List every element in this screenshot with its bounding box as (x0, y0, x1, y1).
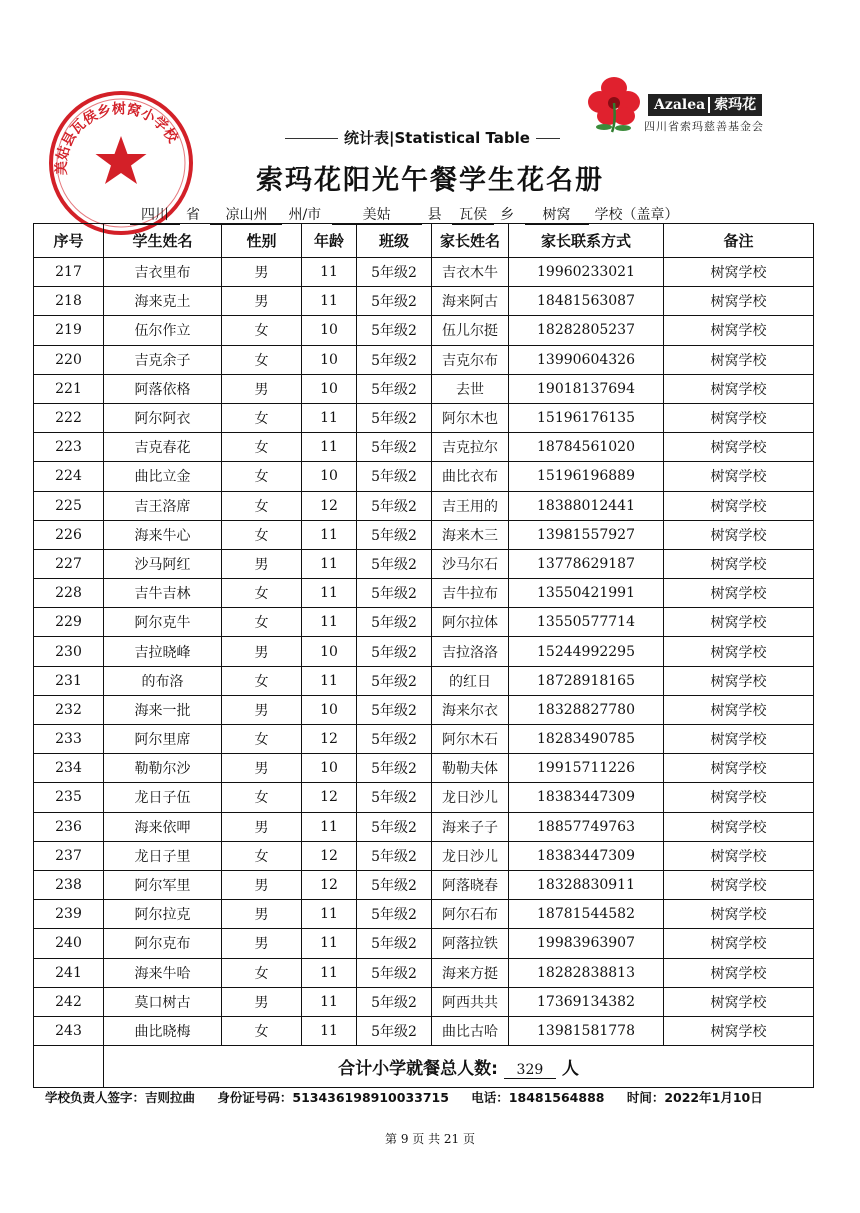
cell-age: 11 (302, 929, 357, 958)
total-row (34, 1046, 814, 1088)
cell-parent-name: 的红日 (432, 666, 509, 695)
cell-remark: 树窝学校 (664, 987, 814, 1016)
cell-class: 5年级2 (357, 900, 432, 929)
cell-index: 239 (34, 900, 104, 929)
cell-class: 5年级2 (357, 783, 432, 812)
cell-parent-phone: 19915711226 (509, 754, 664, 783)
cell-gender: 男 (222, 987, 302, 1016)
sign-date: 时间：2022年1月10日 (626, 1090, 763, 1105)
table-row (34, 841, 814, 870)
cell-gender: 女 (222, 520, 302, 549)
student-roster-table (33, 223, 814, 1088)
cell-parent-phone: 19983963907 (509, 929, 664, 958)
cell-index: 218 (34, 287, 104, 316)
cell-student-name: 莫口树古 (104, 987, 222, 1016)
cell-age: 11 (302, 1016, 357, 1045)
cell-student-name: 海来克土 (104, 287, 222, 316)
cell-remark: 树窝学校 (664, 695, 814, 724)
svg-text:美姑县瓦侯乡树窝小学校: 美姑县瓦侯乡树窝小学校 (53, 101, 181, 176)
cell-parent-phone: 18481563087 (509, 287, 664, 316)
cell-parent-name: 阿尔木也 (432, 403, 509, 432)
cell-student-name: 海来依呷 (104, 812, 222, 841)
cell-student-name: 吉克余子 (104, 345, 222, 374)
cell-parent-phone: 18383447309 (509, 783, 664, 812)
cell-parent-name: 阿西共共 (432, 987, 509, 1016)
table-row (34, 258, 814, 287)
cell-index: 241 (34, 958, 104, 987)
cell-gender: 女 (222, 666, 302, 695)
cell-student-name: 阿尔军里 (104, 870, 222, 899)
table-row (34, 754, 814, 783)
cell-parent-phone: 15244992295 (509, 637, 664, 666)
table-row (34, 1016, 814, 1045)
cell-gender: 女 (222, 783, 302, 812)
cell-index: 227 (34, 549, 104, 578)
cell-remark: 树窝学校 (664, 666, 814, 695)
cell-student-name: 曲比晓梅 (104, 1016, 222, 1045)
col-header-age: 年龄 (302, 224, 357, 258)
cell-gender: 女 (222, 491, 302, 520)
cell-index: 230 (34, 637, 104, 666)
cell-remark: 树窝学校 (664, 754, 814, 783)
cell-class: 5年级2 (357, 958, 432, 987)
cell-age: 11 (302, 666, 357, 695)
cell-age: 11 (302, 549, 357, 578)
cell-parent-name: 龙日沙儿 (432, 783, 509, 812)
cell-parent-phone: 18388012441 (509, 491, 664, 520)
cell-remark: 树窝学校 (664, 725, 814, 754)
cell-remark: 树窝学校 (664, 812, 814, 841)
cell-gender: 女 (222, 608, 302, 637)
cell-student-name: 吉衣里布 (104, 258, 222, 287)
cell-parent-phone: 18328830911 (509, 870, 664, 899)
cell-gender: 女 (222, 403, 302, 432)
col-header-index: 序号 (34, 224, 104, 258)
table-row (34, 608, 814, 637)
total-cell (104, 1046, 814, 1088)
cell-class: 5年级2 (357, 695, 432, 724)
table-row (34, 491, 814, 520)
col-header-student-name: 学生姓名 (104, 224, 222, 258)
cell-remark: 树窝学校 (664, 637, 814, 666)
statistical-table-label: 统计表|Statistical Table (338, 127, 536, 148)
cell-index: 236 (34, 812, 104, 841)
cell-remark: 树窝学校 (664, 870, 814, 899)
signature-footer (45, 1088, 781, 1106)
table-header-row (34, 224, 814, 258)
cell-class: 5年级2 (357, 345, 432, 374)
cell-index: 232 (34, 695, 104, 724)
cell-student-name: 的布洛 (104, 666, 222, 695)
cell-gender: 男 (222, 287, 302, 316)
table-row (34, 433, 814, 462)
cell-student-name: 吉王洛席 (104, 491, 222, 520)
cell-gender: 男 (222, 754, 302, 783)
province-value: 四川 (130, 204, 180, 225)
col-header-parent-phone: 家长联系方式 (509, 224, 664, 258)
cell-index: 223 (34, 433, 104, 462)
table-row (34, 929, 814, 958)
cell-remark: 树窝学校 (664, 958, 814, 987)
cell-parent-name: 吉牛拉布 (432, 579, 509, 608)
school-label: 学校（盖章） (594, 207, 679, 223)
cell-age: 12 (302, 783, 357, 812)
cell-index: 237 (34, 841, 104, 870)
cell-gender: 女 (222, 433, 302, 462)
cell-parent-phone: 18283490785 (509, 725, 664, 754)
cell-class: 5年级2 (357, 520, 432, 549)
table-row (34, 287, 814, 316)
cell-class: 5年级2 (357, 725, 432, 754)
cell-parent-phone: 13550421991 (509, 579, 664, 608)
table-row (34, 870, 814, 899)
cell-class: 5年级2 (357, 812, 432, 841)
cell-age: 10 (302, 345, 357, 374)
cell-parent-name: 海来阿古 (432, 287, 509, 316)
cell-age: 11 (302, 812, 357, 841)
cell-student-name: 伍尔作立 (104, 316, 222, 345)
cell-remark: 树窝学校 (664, 258, 814, 287)
cell-remark: 树窝学校 (664, 345, 814, 374)
cell-parent-phone: 18784561020 (509, 433, 664, 462)
cell-age: 12 (302, 870, 357, 899)
cell-parent-name: 吉克尔布 (432, 345, 509, 374)
cell-parent-phone: 18282838813 (509, 958, 664, 987)
cell-index: 235 (34, 783, 104, 812)
cell-class: 5年级2 (357, 316, 432, 345)
cell-remark: 树窝学校 (664, 374, 814, 403)
cell-student-name: 阿尔阿衣 (104, 403, 222, 432)
cell-gender: 男 (222, 695, 302, 724)
cell-class: 5年级2 (357, 374, 432, 403)
cell-age: 10 (302, 374, 357, 403)
cell-index: 228 (34, 579, 104, 608)
cell-remark: 树窝学校 (664, 783, 814, 812)
cell-parent-phone: 13981557927 (509, 520, 664, 549)
cell-student-name: 阿尔克布 (104, 929, 222, 958)
cell-class: 5年级2 (357, 608, 432, 637)
cell-age: 12 (302, 725, 357, 754)
cell-remark: 树窝学校 (664, 433, 814, 462)
cell-parent-name: 海来木三 (432, 520, 509, 549)
cell-parent-name: 龙日沙儿 (432, 841, 509, 870)
cell-remark: 树窝学校 (664, 841, 814, 870)
table-body (34, 258, 814, 1046)
cell-parent-name: 曲比古哈 (432, 1016, 509, 1045)
cell-class: 5年级2 (357, 987, 432, 1016)
cell-parent-name: 吉拉洛洛 (432, 637, 509, 666)
prefecture-value: 凉山州 (210, 204, 282, 225)
cell-student-name: 吉拉晓峰 (104, 637, 222, 666)
cell-gender: 男 (222, 258, 302, 287)
cell-remark: 树窝学校 (664, 579, 814, 608)
cell-gender: 女 (222, 958, 302, 987)
cell-index: 226 (34, 520, 104, 549)
cell-parent-phone: 18728918165 (509, 666, 664, 695)
table-row (34, 666, 814, 695)
cell-parent-phone: 13778629187 (509, 549, 664, 578)
cell-index: 217 (34, 258, 104, 287)
cell-student-name: 阿尔克牛 (104, 608, 222, 637)
province-label: 省 (186, 207, 200, 223)
township-value: 瓦侯 (452, 204, 494, 225)
address-line (130, 204, 685, 225)
cell-remark: 树窝学校 (664, 1016, 814, 1045)
cell-student-name: 海来牛心 (104, 520, 222, 549)
total-unit: 人 (561, 1059, 579, 1080)
cell-parent-name: 去世 (432, 374, 509, 403)
col-header-class: 班级 (357, 224, 432, 258)
cell-class: 5年级2 (357, 258, 432, 287)
cell-student-name: 曲比立金 (104, 462, 222, 491)
cell-student-name: 阿落依格 (104, 374, 222, 403)
cell-age: 11 (302, 987, 357, 1016)
cell-gender: 男 (222, 812, 302, 841)
cell-parent-phone: 18282805237 (509, 316, 664, 345)
cell-class: 5年级2 (357, 841, 432, 870)
cell-parent-name: 海来子子 (432, 812, 509, 841)
school-value: 树窝 (525, 204, 589, 225)
col-header-parent-name: 家长姓名 (432, 224, 509, 258)
cell-parent-phone: 19960233021 (509, 258, 664, 287)
table-row (34, 695, 814, 724)
cell-remark: 树窝学校 (664, 491, 814, 520)
table-row (34, 812, 814, 841)
cell-class: 5年级2 (357, 403, 432, 432)
cell-student-name: 海来一批 (104, 695, 222, 724)
table-row (34, 345, 814, 374)
cell-parent-phone: 18857749763 (509, 812, 664, 841)
cell-gender: 男 (222, 637, 302, 666)
cell-index: 240 (34, 929, 104, 958)
id-number: 身份证号码：513436198910033715 (217, 1090, 449, 1105)
cell-parent-name: 沙马尔石 (432, 549, 509, 578)
cell-remark: 树窝学校 (664, 900, 814, 929)
cell-age: 10 (302, 637, 357, 666)
cell-student-name: 龙日子伍 (104, 783, 222, 812)
cell-parent-name: 阿尔石布 (432, 900, 509, 929)
cell-student-name: 沙马阿红 (104, 549, 222, 578)
prefecture-label: 州/市 (288, 207, 322, 223)
county-value: 美姑 (332, 204, 422, 225)
azalea-logo (584, 72, 794, 134)
table-row (34, 374, 814, 403)
cell-remark: 树窝学校 (664, 520, 814, 549)
cell-student-name: 阿尔拉克 (104, 900, 222, 929)
table-row (34, 549, 814, 578)
cell-parent-name: 海来尔衣 (432, 695, 509, 724)
cell-parent-name: 阿落晓春 (432, 870, 509, 899)
cell-parent-phone: 13550577714 (509, 608, 664, 637)
cell-age: 11 (302, 520, 357, 549)
cell-index: 243 (34, 1016, 104, 1045)
cell-remark: 树窝学校 (664, 287, 814, 316)
cell-age: 11 (302, 287, 357, 316)
cell-remark: 树窝学校 (664, 403, 814, 432)
table-row (34, 462, 814, 491)
cell-gender: 女 (222, 579, 302, 608)
cell-remark: 树窝学校 (664, 549, 814, 578)
cell-parent-phone: 18328827780 (509, 695, 664, 724)
cell-index: 221 (34, 374, 104, 403)
cell-remark: 树窝学校 (664, 608, 814, 637)
cell-student-name: 海来牛哈 (104, 958, 222, 987)
cell-parent-name: 阿落拉铁 (432, 929, 509, 958)
total-value: 329 (504, 1062, 556, 1079)
cell-parent-name: 伍儿尔挺 (432, 316, 509, 345)
cell-class: 5年级2 (357, 579, 432, 608)
cell-index: 233 (34, 725, 104, 754)
cell-age: 10 (302, 754, 357, 783)
cell-gender: 男 (222, 900, 302, 929)
cell-class: 5年级2 (357, 1016, 432, 1045)
cell-age: 12 (302, 841, 357, 870)
cell-age: 10 (302, 316, 357, 345)
table-row (34, 637, 814, 666)
cell-remark: 树窝学校 (664, 316, 814, 345)
cell-parent-phone: 13981581778 (509, 1016, 664, 1045)
cell-age: 12 (302, 491, 357, 520)
cell-class: 5年级2 (357, 433, 432, 462)
cell-index: 238 (34, 870, 104, 899)
table-row (34, 520, 814, 549)
table-row (34, 725, 814, 754)
cell-class: 5年级2 (357, 666, 432, 695)
cell-parent-name: 吉王用的 (432, 491, 509, 520)
cell-gender: 男 (222, 929, 302, 958)
cell-index: 220 (34, 345, 104, 374)
cell-index: 242 (34, 987, 104, 1016)
cell-parent-phone: 17369134382 (509, 987, 664, 1016)
cell-parent-phone: 18383447309 (509, 841, 664, 870)
cell-gender: 男 (222, 549, 302, 578)
cell-parent-name: 海来方挺 (432, 958, 509, 987)
table-row (34, 958, 814, 987)
cell-gender: 女 (222, 462, 302, 491)
principal-signature: 学校负责人签字：吉则拉曲 (45, 1090, 196, 1105)
cell-student-name: 勒勒尔沙 (104, 754, 222, 783)
county-label: 县 (427, 207, 442, 223)
logo-org-name: 四川省索玛慈善基金会 (644, 120, 764, 133)
cell-parent-phone: 13990604326 (509, 345, 664, 374)
cell-class: 5年级2 (357, 754, 432, 783)
cell-remark: 树窝学校 (664, 462, 814, 491)
cell-parent-phone: 19018137694 (509, 374, 664, 403)
cell-class: 5年级2 (357, 637, 432, 666)
cell-index: 219 (34, 316, 104, 345)
cell-parent-phone: 15196176135 (509, 403, 664, 432)
col-header-remark: 备注 (664, 224, 814, 258)
cell-index: 234 (34, 754, 104, 783)
table-row (34, 579, 814, 608)
cell-gender: 女 (222, 725, 302, 754)
cell-parent-name: 勒勒夫体 (432, 754, 509, 783)
logo-brand-text: Azalea 索玛花 (648, 94, 762, 116)
township-label: 乡 (500, 207, 515, 223)
cell-parent-name: 吉衣木牛 (432, 258, 509, 287)
table-row (34, 403, 814, 432)
table-row (34, 316, 814, 345)
total-row-blank (34, 1046, 104, 1088)
cell-student-name: 吉克春花 (104, 433, 222, 462)
cell-class: 5年级2 (357, 549, 432, 578)
phone-number: 电话：18481564888 (471, 1090, 605, 1105)
cell-index: 229 (34, 608, 104, 637)
table-row (34, 900, 814, 929)
cell-parent-name: 阿尔木石 (432, 725, 509, 754)
cell-age: 10 (302, 462, 357, 491)
cell-index: 222 (34, 403, 104, 432)
cell-student-name: 阿尔里席 (104, 725, 222, 754)
col-header-gender: 性别 (222, 224, 302, 258)
cell-age: 11 (302, 900, 357, 929)
cell-gender: 女 (222, 1016, 302, 1045)
page-title: 索玛花阳光午餐学生花名册 (256, 165, 604, 196)
cell-age: 11 (302, 958, 357, 987)
cell-remark: 树窝学校 (664, 929, 814, 958)
cell-gender: 女 (222, 316, 302, 345)
cell-student-name: 吉牛吉林 (104, 579, 222, 608)
cell-index: 225 (34, 491, 104, 520)
cell-age: 11 (302, 403, 357, 432)
cell-class: 5年级2 (357, 462, 432, 491)
cell-class: 5年级2 (357, 287, 432, 316)
cell-age: 11 (302, 579, 357, 608)
cell-age: 11 (302, 258, 357, 287)
cell-age: 11 (302, 608, 357, 637)
cell-index: 231 (34, 666, 104, 695)
cell-class: 5年级2 (357, 870, 432, 899)
cell-age: 10 (302, 695, 357, 724)
cell-parent-name: 阿尔拉体 (432, 608, 509, 637)
cell-class: 5年级2 (357, 491, 432, 520)
cell-gender: 男 (222, 870, 302, 899)
cell-gender: 女 (222, 841, 302, 870)
cell-parent-phone: 18781544582 (509, 900, 664, 929)
cell-parent-name: 吉克拉尔 (432, 433, 509, 462)
cell-student-name: 龙日子里 (104, 841, 222, 870)
table-row (34, 783, 814, 812)
table-row (34, 987, 814, 1016)
cell-gender: 男 (222, 374, 302, 403)
cell-age: 11 (302, 433, 357, 462)
cell-index: 224 (34, 462, 104, 491)
cell-gender: 女 (222, 345, 302, 374)
total-label: 合计小学就餐总人数: (338, 1059, 498, 1080)
page-number: 第 9 页 共 21 页 (385, 1132, 475, 1146)
cell-class: 5年级2 (357, 929, 432, 958)
cell-parent-name: 曲比衣布 (432, 462, 509, 491)
cell-parent-phone: 15196196889 (509, 462, 664, 491)
